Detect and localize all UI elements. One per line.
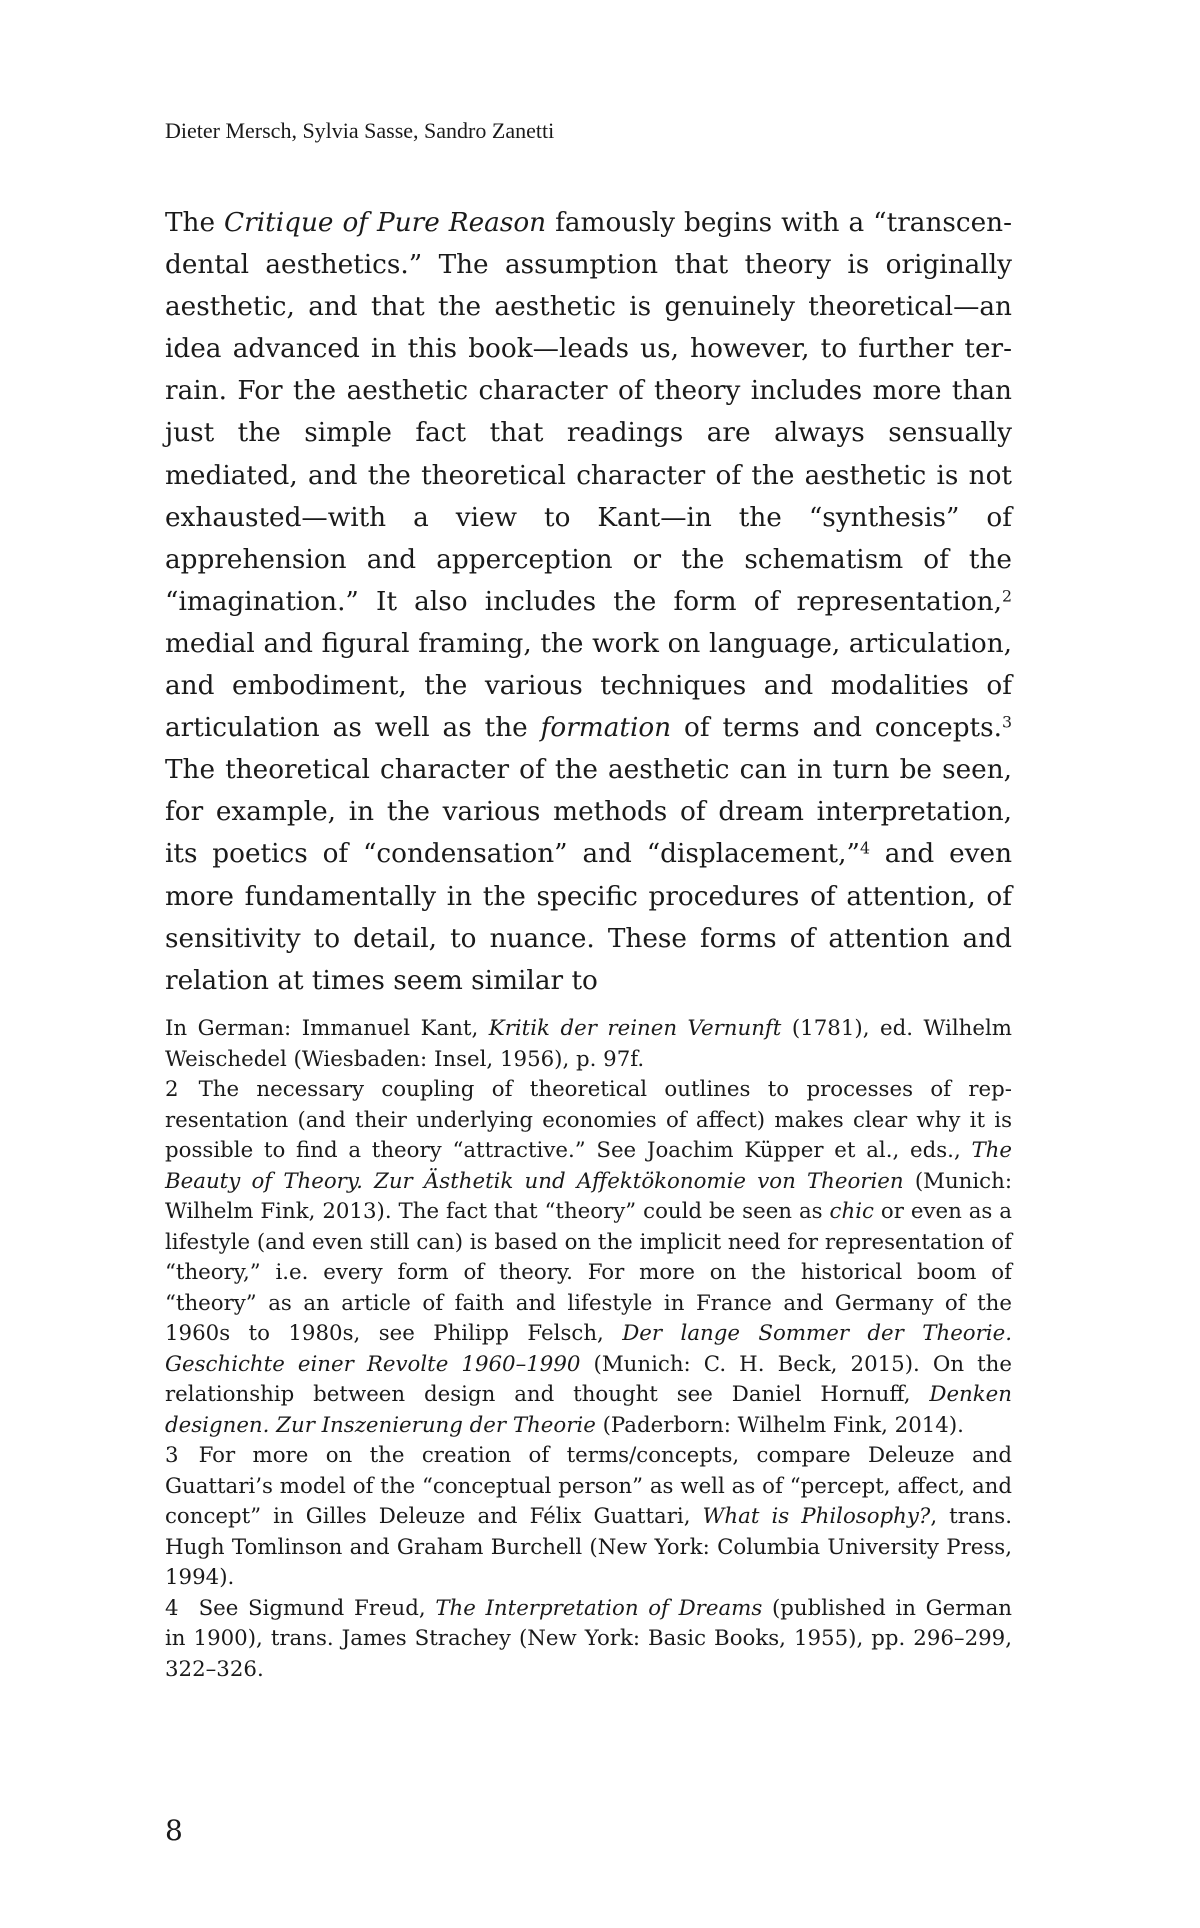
body-text-run: The: [165, 208, 225, 238]
footnote-text-run: , trans. Hugh Tomlinson and Graham Burchell (New York: Columbia University Press, 1994).: [165, 1504, 1012, 1590]
footnote-italic: Denken designen. Zur Inszenierung der Theorie: [165, 1382, 1012, 1438]
body-text-run: of terms and concepts.: [671, 713, 1002, 744]
footnote-2: [165, 1075, 1012, 1441]
footnote-italic: Kritik der reinen Vernunft: [488, 1016, 782, 1041]
footnote-ref-2[interactable]: 2: [1001, 586, 1012, 606]
body-text-run: The theoretical character of the aesthetic can in turn be seen, for example, in the various methods of dream interpretation, its poetics of “condensation” and “displacement,”: [165, 755, 1012, 870]
footnote-number: 2: [165, 1077, 179, 1102]
footnote-4: [165, 1594, 1012, 1686]
footnote-italic: Der lange Sommer der Theorie. Geschichte einer Revolte 1960–1990: [165, 1321, 1012, 1377]
footnote-text-run: (Munich: Wilhelm Fink, 2013). The fact that “theory” could be seen as: [165, 1168, 1013, 1224]
footnote-italic: What is Philosophy?: [702, 1504, 931, 1529]
emphasis-italic: formation: [540, 713, 672, 744]
footnote-text-run: (Munich: C. H. Beck, 2015). On the relationship between design and thought see Daniel Hornuff,: [165, 1351, 1013, 1407]
footnote-number: 4: [165, 1595, 179, 1621]
footnote-text-run: In German: Immanuel Kant,: [165, 1016, 489, 1041]
footnote-italic: The Interpretation of Dreams: [435, 1595, 763, 1621]
body-text-run: famously begins with a “transcendental aesthetics.” The assumption that theory is originally aesthetic, and that the aesthetic is genuinely theoretical—an idea advanced in this book—leads us, however, to further terrain. For the aesthetic character of theory includes more than just the simple fact that readings are always sensually mediated, and the theoretical character of the aesthetic is not exhausted—with a view to Kant—in the “synthesis” of apprehension and apperception or the schematism of the “imagination.” It also includes the form of representation,: [165, 208, 1012, 617]
footnote-ref-4[interactable]: 4: [859, 838, 870, 858]
footnote-italic: chic: [829, 1199, 874, 1224]
running-head: Dieter Mersch, Sylvia Sasse, Sandro Zanetti: [165, 118, 555, 143]
footnote-text-run: See Sigmund Freud,: [198, 1595, 436, 1621]
footnote-text-run: (1781), ed. Wilhelm Weischedel (Wiesbaden: Insel, 1956), p. 97f.: [165, 1016, 1012, 1072]
footnote-text-run: or even as a lifestyle (and even still can) is based on the implicit need for representation of “theory,” i.e. every form of theory. For more on the historical boom of “theory” as an article of faith and lifestyle in France and Germany of the 1960s to 1980s, see Philipp Felsch,: [165, 1199, 1012, 1346]
body-text-run: medial and figural framing, the work on language, articulation, and embodiment, the various techniques and modalities of articulation as well as the: [165, 628, 1012, 744]
footnote-text-run: The necessary coupling of theoretical outlines to processes of representation (and their underlying economies of affect) makes clear why it is possible to find a theory “attractive.” See Joachim Küpper et al., eds.,: [165, 1077, 1012, 1163]
footnote-ref-3[interactable]: 3: [1001, 712, 1013, 732]
footnote-italic: The Beauty of Theory. Zur Ästhetik und Affektökonomie von Theorien: [165, 1138, 1012, 1194]
body-text-run: and even more fundamentally in the specific procedures of attention, of sensitivity to detail, to nuance. These forms of attention and relation at times seem similar to: [165, 839, 1013, 996]
book-title-italic: Critique of Pure Reason: [224, 208, 547, 238]
footnote-text-run: (published in German in 1900), trans. James Strachey (New York: Basic Books, 1955), pp. 296–299, 322–326.: [165, 1595, 1012, 1682]
footnotes: [165, 1014, 1012, 1685]
footnote-text-run: For more on the creation of terms/concepts, compare Deleuze and Guattari’s model of the “conceptual person” as well as of “percept, affect, and concept” in Gilles Deleuze and Félix Guattari,: [165, 1443, 1012, 1529]
footnote-number: 3: [165, 1443, 179, 1468]
footnote-3: [165, 1441, 1012, 1594]
page-number: 8: [165, 1814, 183, 1847]
body-paragraph: [165, 202, 1012, 1002]
footnote-text-run: (Paderborn: Wilhelm Fink, 2014).: [595, 1412, 964, 1438]
footnote-1: [165, 1014, 1012, 1075]
